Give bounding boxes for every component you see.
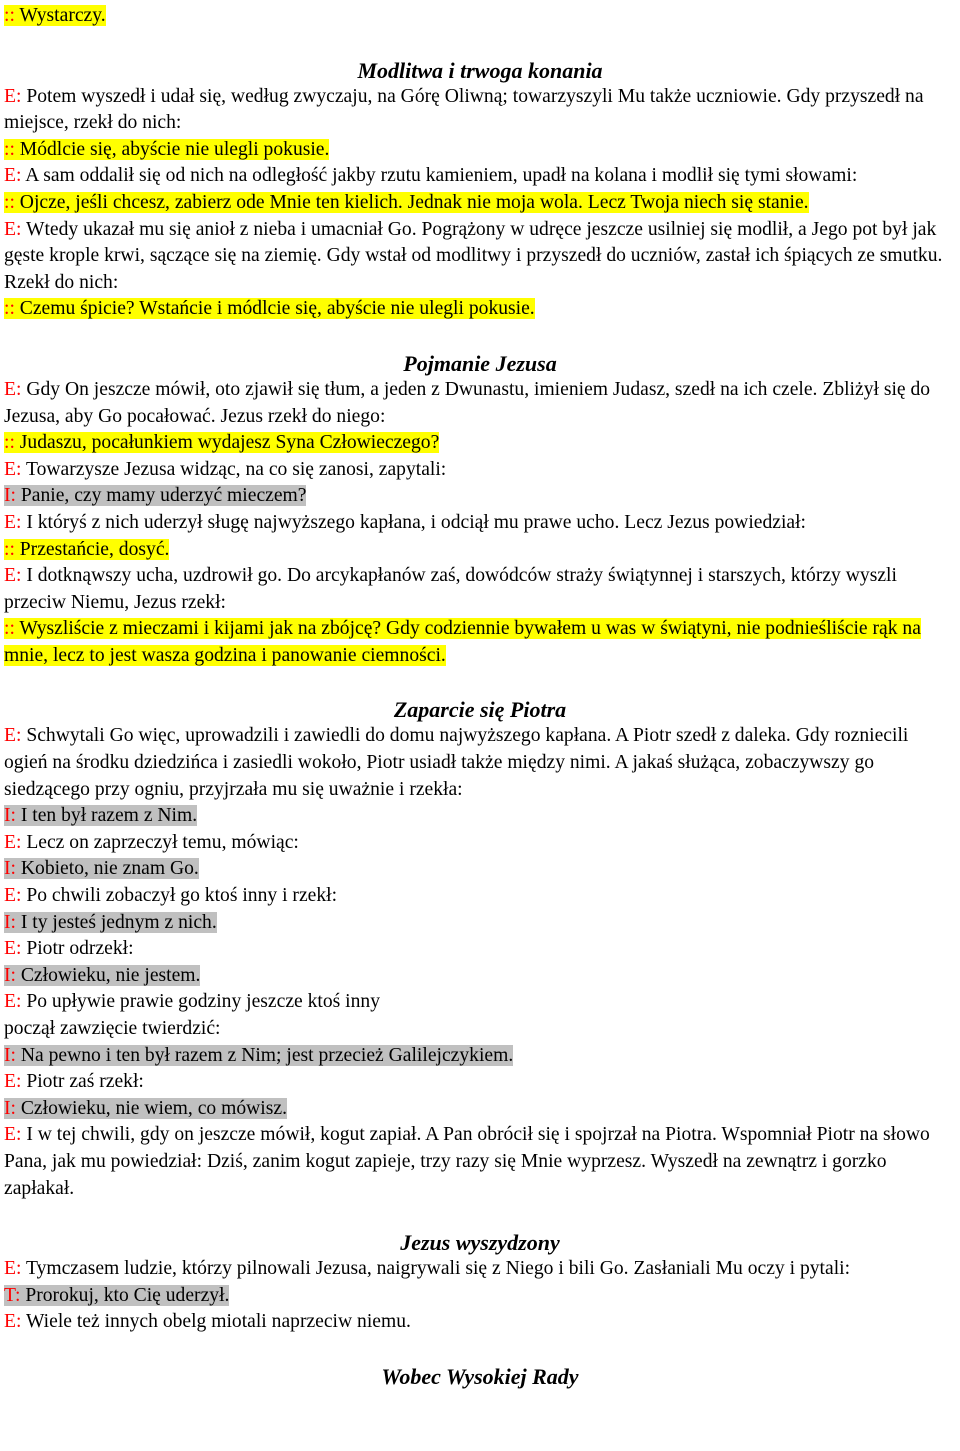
- speaker-tag: I:: [4, 485, 16, 507]
- narrator-paragraph: [4, 510, 956, 537]
- speech-text: Judaszu, pocałunkiem wydajesz Syna Człowieczego?: [14, 432, 440, 454]
- section-heading: Wobec Wysokiej Rady: [381, 1363, 579, 1389]
- jesus-line: [4, 137, 956, 164]
- highlighted-speech: [4, 192, 809, 213]
- speech-text: Na pewno i ten był razem z Nim; jest przecież Galilejczykiem.: [15, 1044, 514, 1066]
- speech-text: I ty jesteś jednym z nich.: [15, 911, 217, 933]
- speaker-tag: E:: [4, 165, 22, 187]
- speech-text: Człowieku, nie wiem, co mówisz.: [15, 1097, 287, 1119]
- speaker-tag: E:: [4, 991, 22, 1013]
- speaker-tag: ::: [4, 618, 15, 640]
- narration-text: Lecz on zaprzeczył temu, mówiąc:: [21, 831, 299, 853]
- narration-text: Po upływie prawie godziny jeszcze ktoś inny: [21, 991, 381, 1013]
- narration-text: Towarzysze Jezusa widząc, na co się zanosi, zapytali:: [21, 458, 447, 480]
- narrator-paragraph: [4, 723, 956, 803]
- narrator-paragraph: [4, 563, 956, 616]
- speaker-tag: E:: [4, 1124, 22, 1146]
- speaker-tag: E:: [4, 885, 22, 907]
- speaker-tag: E:: [4, 458, 22, 480]
- highlighted-speech: [4, 539, 169, 560]
- highlighted-speech: [4, 139, 329, 160]
- speaker-tag: ::: [4, 538, 15, 560]
- speaker-tag: I:: [4, 964, 16, 986]
- other-speaker-line: [4, 1283, 956, 1310]
- speaker-tag: E:: [4, 1071, 22, 1093]
- section-heading: Jezus wyszydzony: [400, 1230, 560, 1256]
- speaker-tag: E:: [4, 378, 22, 400]
- narration-text: I dotknąwszy ucha, uzdrowił go. Do arcykapłanów zaś, dowódców straży świątynnej i starszych, którzy wyszli przeciw Niemu, Jezus rzekł:: [4, 565, 897, 613]
- other-speaker-line: [4, 1096, 956, 1123]
- speech-text: Wystarczy.: [14, 5, 106, 26]
- highlighted-speech: [4, 298, 535, 319]
- section-heading: Zaparcie się Piotra: [393, 697, 567, 723]
- other-speaker-line: [4, 910, 956, 937]
- narration-text: Wtedy ukazał mu się anioł z nieba i umacniał Go. Pogrążony w udręce jeszcze usilniej się modlił, a Jego pot był jak gęste krople krwi, sączące się na ziemię. Gdy wstał od modlitwy i przyszedł do uczniów, zastał ich śpiących ze smutku. Rzekł do nich:: [4, 218, 943, 293]
- speaker-tag: I:: [4, 1044, 16, 1066]
- highlighted-speech: [4, 432, 439, 453]
- section-heading: Modlitwa i trwoga konania: [357, 57, 603, 83]
- narration-text: Tymczasem ludzie, którzy pilnowali Jezusa, naigrywali się z Niego i bili Go. Zasłaniali Mu oczy i pytali:: [21, 1258, 851, 1280]
- speaker-tag: I:: [4, 858, 16, 880]
- narrator-paragraph: [4, 936, 956, 963]
- speaker-tag: E:: [4, 511, 22, 533]
- highlighted-speech: [4, 858, 199, 879]
- speech-text: Przestańcie, dosyć.: [14, 538, 170, 560]
- speaker-tag: T:: [4, 1284, 21, 1306]
- jesus-line: [4, 537, 956, 564]
- speaker-tag: E:: [4, 565, 22, 587]
- narrator-paragraph: [4, 1069, 956, 1096]
- speech-text: I ten był razem z Nim.: [15, 805, 198, 827]
- narrator-paragraph: [4, 377, 956, 430]
- highlighted-speech: [4, 1285, 229, 1306]
- other-speaker-line: [4, 963, 956, 990]
- narrator-paragraph: [4, 84, 956, 137]
- highlighted-speech: [4, 1045, 513, 1066]
- section-heading: Pojmanie Jezusa: [403, 350, 557, 376]
- highlighted-speech: [4, 965, 200, 986]
- speaker-tag: E:: [4, 85, 22, 107]
- highlighted-speech: [4, 618, 921, 666]
- narration-text: Potem wyszedł i udał się, według zwyczaju, na Górę Oliwną; towarzyszyli Mu także uczniowie. Gdy przyszedł na miejsce, rzekł do nich:: [4, 85, 924, 134]
- narration-text: Wiele też innych obelg miotali naprzeciw niemu.: [21, 1311, 411, 1333]
- narration-text: Po chwili zobaczył go ktoś inny i rzekł:: [21, 885, 338, 907]
- other-speaker-line: [4, 803, 956, 830]
- speaker-tag: E:: [4, 831, 22, 853]
- narrator-paragraph-continued: począł zawzięcie twierdzić:: [4, 1018, 221, 1039]
- speaker-tag: ::: [4, 138, 15, 160]
- speaker-tag: ::: [4, 191, 15, 213]
- narration-text: A sam oddalił się od nich na odległość jakby rzutu kamieniem, upadł na kolana i modlił się tymi słowami:: [21, 165, 858, 187]
- speech-text: Kobieto, nie znam Go.: [15, 858, 199, 880]
- speech-text: Módlcie się, abyście nie ulegli pokusie.: [14, 138, 330, 160]
- narration-text: Schwytali Go więc, uprowadzili i zawiedli do domu najwyższego kapłana. A Piotr szedł z daleka. Gdy rozniecili ogień na środku dziedzińca i zasiedli wokoło, Piotr usiadł także między nimi. A jakaś służąca, zobaczywszy go siedzącego przy ogniu, przyjrzała mu się uważnie i rzekła:: [4, 725, 909, 800]
- speaker-tag: I:: [4, 1097, 16, 1119]
- speaker-tag: ::: [4, 432, 15, 454]
- jesus-line: [4, 616, 956, 669]
- narration-text: Piotr odrzekł:: [21, 938, 134, 960]
- speaker-tag: I:: [4, 911, 16, 933]
- narrator-paragraph: [4, 457, 956, 484]
- jesus-line: [4, 190, 956, 217]
- speaker-tag: E:: [4, 218, 22, 240]
- narrator-paragraph: [4, 1122, 956, 1202]
- speaker-tag: E:: [4, 1311, 22, 1333]
- highlighted-speech: [4, 5, 106, 26]
- speaker-tag: E:: [4, 725, 22, 747]
- jesus-line: [4, 296, 956, 323]
- speaker-tag: E:: [4, 938, 22, 960]
- speech-text: Prorokuj, kto Cię uderzył.: [20, 1284, 230, 1306]
- jesus-line: [4, 3, 956, 30]
- jesus-line: [4, 430, 956, 457]
- narrator-paragraph: [4, 883, 956, 910]
- narrator-paragraph: [4, 1256, 956, 1283]
- speech-text: Człowieku, nie jestem.: [15, 964, 201, 986]
- speech-text: Wyszliście z mieczami i kijami jak na zbójcę? Gdy codziennie bywałem u was w świątyni, nie podnieśliście rąk na mnie, lecz to jest wasza godzina i panowanie ciemności.: [4, 618, 921, 666]
- narration-text: Piotr zaś rzekł:: [21, 1071, 144, 1093]
- speaker-tag: I:: [4, 805, 16, 827]
- speech-text: Czemu śpicie? Wstańcie i módlcie się, abyście nie ulegli pokusie.: [14, 298, 535, 320]
- narration-text: I w tej chwili, gdy on jeszcze mówił, kogut zapiał. A Pan obrócił się i spojrzał na Piotra. Wspomniał Piotr na słowo Pana, jak mu powiedział: Dziś, zanim kogut zapieje, trzy razy się Mnie wyprzesz. Wyszedł na zewnątrz i gorzko zapłakał.: [4, 1124, 930, 1199]
- narration-text: Gdy On jeszcze mówił, oto zjawił się tłum, a jeden z Dwunastu, imieniem Judasz, szedł na ich czele. Zbliżył się do Jezusa, aby Go pocałować. Jezus rzekł do niego:: [4, 378, 931, 427]
- speaker-tag: E:: [4, 1258, 22, 1280]
- speaker-tag: ::: [4, 298, 15, 320]
- highlighted-speech: [4, 1098, 287, 1119]
- other-speaker-line: [4, 856, 956, 883]
- narration-text: I któryś z nich uderzył sługę najwyższego kapłana, i odciął mu prawe ucho. Lecz Jezus powiedział:: [21, 511, 806, 533]
- speech-text: Ojcze, jeśli chcesz, zabierz ode Mnie ten kielich. Jednak nie moja wola. Lecz Twoja niech się stanie.: [14, 191, 809, 213]
- speaker-tag: ::: [4, 5, 15, 26]
- other-speaker-line: [4, 1043, 956, 1070]
- narrator-paragraph: [4, 217, 956, 297]
- highlighted-speech: [4, 912, 217, 933]
- highlighted-speech: [4, 485, 306, 506]
- other-speaker-line: [4, 483, 956, 510]
- speech-text: Panie, czy mamy uderzyć mieczem?: [15, 485, 307, 507]
- narrator-paragraph: [4, 163, 956, 190]
- narrator-paragraph: [4, 989, 956, 1016]
- narrator-paragraph: [4, 1309, 956, 1336]
- highlighted-speech: [4, 805, 197, 826]
- narrator-paragraph: [4, 830, 956, 857]
